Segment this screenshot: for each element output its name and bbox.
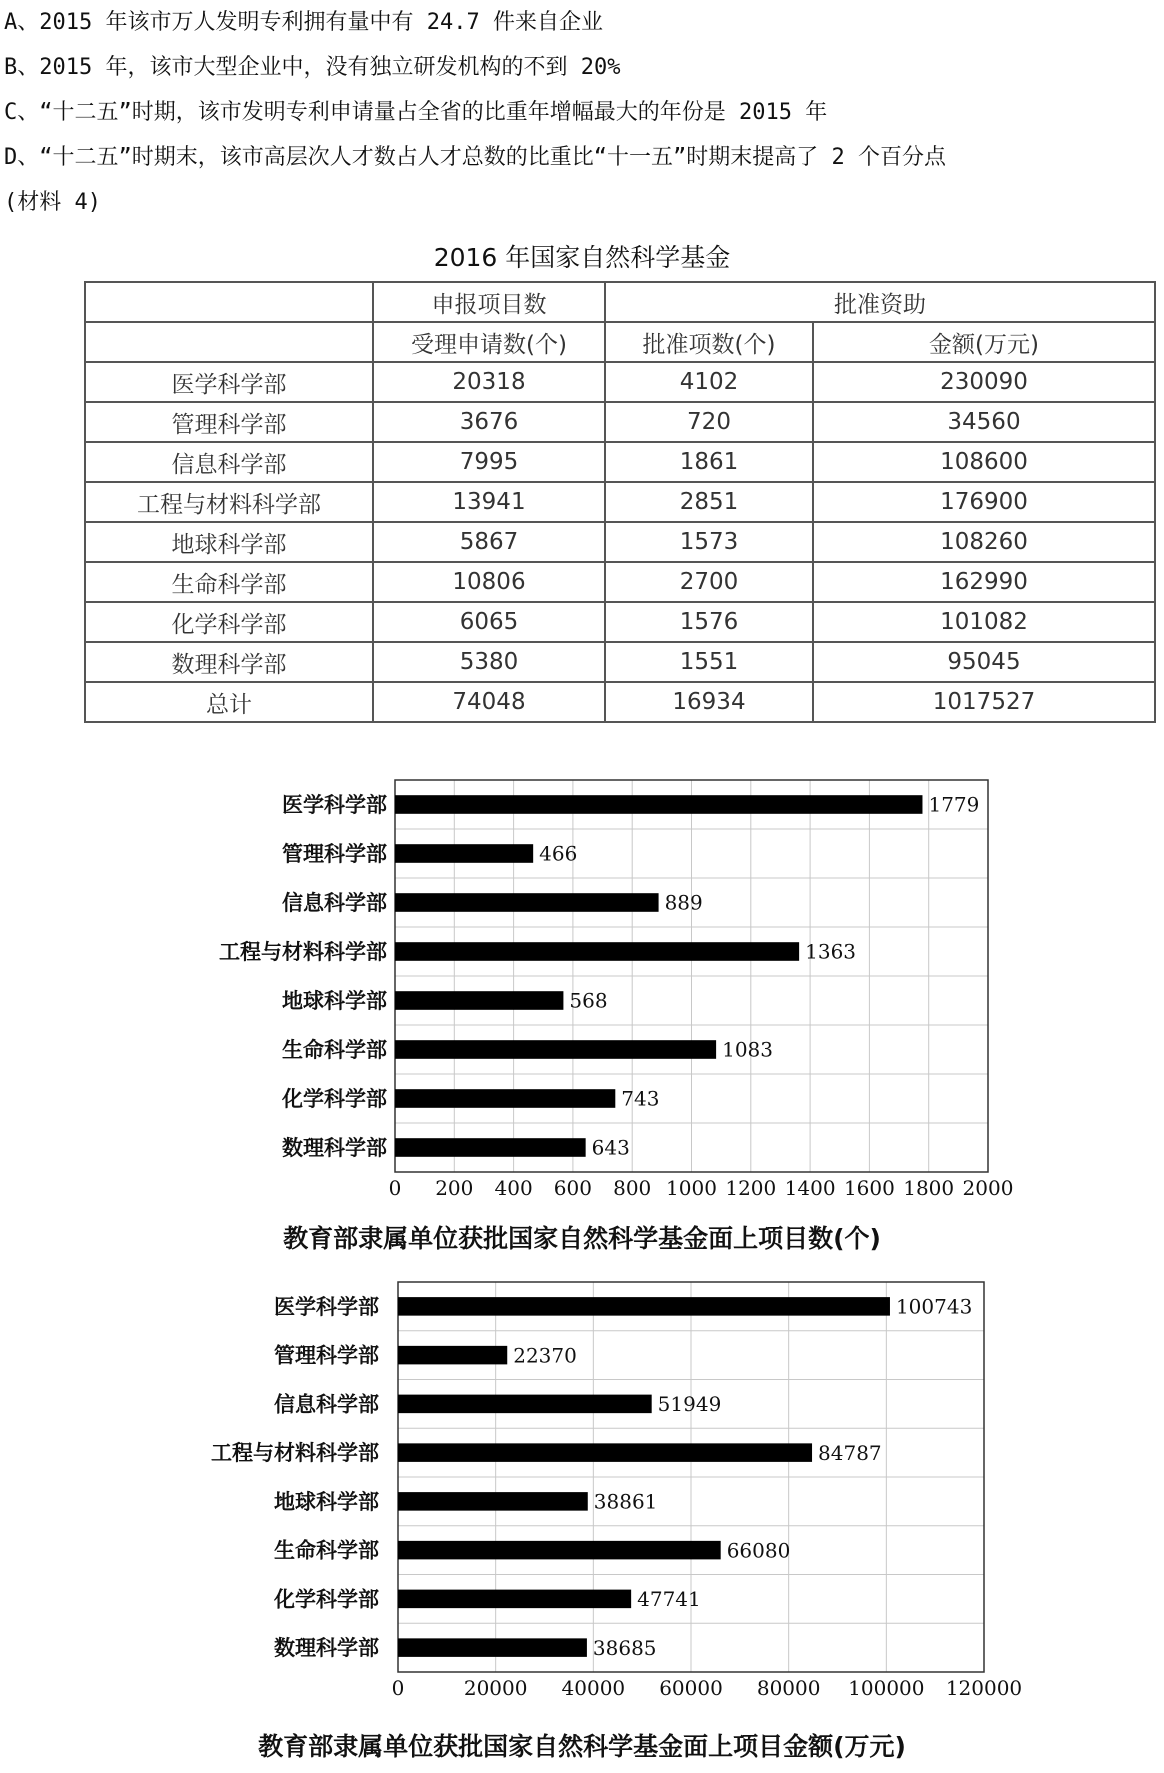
bar <box>395 1040 716 1059</box>
option-a: A、2015 年该市万人发明专利拥有量中有 24.7 件来自企业 <box>4 10 603 35</box>
table-cell: 1017527 <box>813 682 1155 722</box>
table-column-header: 金额(万元) <box>813 322 1155 362</box>
table-cell: 1573 <box>605 522 813 562</box>
tick-label: 40000 <box>561 1676 626 1700</box>
table-row-label: 医学科学部 <box>85 362 373 402</box>
tick-label: 20000 <box>463 1676 528 1700</box>
category-label: 工程与材料科学部 <box>219 939 387 965</box>
bar <box>398 1395 652 1414</box>
table-header-cell <box>85 322 373 362</box>
category-label: 医学科学部 <box>274 1293 379 1319</box>
table-cell: 1861 <box>605 442 813 482</box>
category-label: 地球科学部 <box>282 988 387 1014</box>
table-row <box>85 642 1155 682</box>
data-label: 100743 <box>895 1294 973 1319</box>
category-label: 信息科学部 <box>274 1391 379 1417</box>
data-label: 22370 <box>513 1343 577 1368</box>
table-row-label: 化学科学部 <box>85 602 373 642</box>
data-label: 38685 <box>592 1635 657 1660</box>
table-cell: 720 <box>605 402 813 442</box>
tick-label: 1000 <box>666 1176 717 1200</box>
table-row <box>85 442 1155 482</box>
tick-label: 2000 <box>962 1176 1014 1200</box>
table-column-header: 受理申请数(个) <box>373 322 605 362</box>
tick-label: 80000 <box>756 1676 821 1700</box>
table-row-label: 工程与材料科学部 <box>85 482 373 522</box>
data-label: 1083 <box>722 1037 774 1062</box>
funding-table <box>84 281 1156 723</box>
table-cell: 13941 <box>373 482 605 522</box>
category-label: 化学科学部 <box>274 1586 379 1612</box>
table-row-label: 数理科学部 <box>85 642 373 682</box>
table-row-label: 管理科学部 <box>85 402 373 442</box>
bar <box>398 1590 631 1609</box>
tick-label: 1600 <box>843 1176 895 1200</box>
question-options <box>4 0 1154 225</box>
option-b: B、2015 年，该市大型企业中，没有独立研发机构的不到 20% <box>4 55 621 80</box>
option-c: C、“十二五”时期，该市发明专利申请量占全省的比重年增幅最大的年份是 2015 年 <box>4 100 828 125</box>
tick-label: 1400 <box>784 1176 836 1200</box>
table-row <box>85 522 1155 562</box>
tick-label: 60000 <box>659 1676 723 1700</box>
bar <box>395 991 563 1010</box>
category-label: 信息科学部 <box>282 890 387 916</box>
table-row <box>85 362 1155 402</box>
tick-label: 100000 <box>848 1676 925 1700</box>
data-label: 51949 <box>657 1392 722 1417</box>
table-cell: 230090 <box>813 362 1155 402</box>
data-label: 84787 <box>818 1440 882 1465</box>
category-label: 管理科学部 <box>282 841 387 867</box>
bar <box>398 1638 587 1657</box>
table-cell: 108260 <box>813 522 1155 562</box>
tick-label: 200 <box>435 1176 474 1200</box>
data-label: 466 <box>539 841 578 866</box>
bar <box>395 795 922 814</box>
table-header-cell <box>85 282 373 322</box>
category-label: 工程与材料科学部 <box>211 1440 379 1466</box>
tick-label: 800 <box>613 1176 652 1200</box>
tick-label: 1800 <box>903 1176 955 1200</box>
table-column-header: 批准项数(个) <box>605 322 813 362</box>
data-label: 38861 <box>593 1489 658 1514</box>
bar <box>398 1297 890 1316</box>
table-header-row <box>85 282 1155 322</box>
table-cell: 108600 <box>813 442 1155 482</box>
table-subheader-row <box>85 322 1155 362</box>
tick-label: 0 <box>391 1676 405 1700</box>
category-label: 数理科学部 <box>274 1635 379 1661</box>
table-cell: 16934 <box>605 682 813 722</box>
bar <box>398 1443 812 1462</box>
table-cell: 5867 <box>373 522 605 562</box>
table-cell: 3676 <box>373 402 605 442</box>
category-label: 地球科学部 <box>274 1488 379 1514</box>
category-label: 医学科学部 <box>282 792 387 818</box>
table-cell: 20318 <box>373 362 605 402</box>
table-cell: 2851 <box>605 482 813 522</box>
data-label: 1363 <box>805 939 857 964</box>
tick-label: 120000 <box>945 1676 1023 1700</box>
tick-label: 0 <box>388 1176 402 1200</box>
amount-bar-chart <box>0 1260 1164 1773</box>
table-cell: 162990 <box>813 562 1155 602</box>
table-row <box>85 682 1155 722</box>
category-label: 生命科学部 <box>274 1537 379 1563</box>
data-label: 643 <box>591 1135 630 1160</box>
tick-label: 400 <box>494 1176 533 1200</box>
chart-title: 教育部隶属单位获批国家自然科学基金面上项目金额(万元) <box>258 1732 906 1761</box>
bar <box>398 1541 721 1560</box>
table-row-label: 地球科学部 <box>85 522 373 562</box>
category-label: 管理科学部 <box>274 1342 379 1368</box>
table-cell: 95045 <box>813 642 1155 682</box>
category-label: 化学科学部 <box>282 1086 387 1112</box>
table-row-label: 总计 <box>85 682 373 722</box>
data-label: 889 <box>664 890 703 915</box>
table-row <box>85 602 1155 642</box>
data-label: 743 <box>621 1086 660 1111</box>
table-cell: 6065 <box>373 602 605 642</box>
bar <box>398 1492 588 1511</box>
tick-label: 1200 <box>725 1176 777 1200</box>
bar <box>395 1138 586 1157</box>
table-row-label: 生命科学部 <box>85 562 373 602</box>
category-label: 生命科学部 <box>282 1037 387 1063</box>
bar <box>398 1346 507 1365</box>
table-cell: 10806 <box>373 562 605 602</box>
table-row-label: 信息科学部 <box>85 442 373 482</box>
tick-label: 600 <box>553 1176 592 1200</box>
data-label: 568 <box>569 988 608 1013</box>
option-d: D、“十二五”时期末，该市高层次人才数占人才总数的比重比“十一五”时期末提高了 2 个百分点 <box>4 145 946 170</box>
chart-title: 教育部隶属单位获批国家自然科学基金面上项目数(个) <box>283 1224 881 1253</box>
data-label: 66080 <box>726 1538 791 1563</box>
data-label: 1779 <box>928 792 980 817</box>
table-cell: 176900 <box>813 482 1155 522</box>
bar <box>395 1089 615 1108</box>
table-cell: 2700 <box>605 562 813 602</box>
table-row <box>85 402 1155 442</box>
projects-bar-chart <box>0 760 1164 1260</box>
data-label: 47741 <box>637 1587 701 1612</box>
bar <box>395 893 659 912</box>
bar <box>395 844 533 863</box>
table-cell: 4102 <box>605 362 813 402</box>
table-cell: 7995 <box>373 442 605 482</box>
table-cell: 101082 <box>813 602 1155 642</box>
bar <box>395 942 799 961</box>
table-cell: 5380 <box>373 642 605 682</box>
table-cell: 1576 <box>605 602 813 642</box>
category-label: 数理科学部 <box>282 1135 387 1161</box>
table-row <box>85 482 1155 522</box>
table-header-group: 批准资助 <box>605 282 1155 322</box>
table-cell: 74048 <box>373 682 605 722</box>
table-row <box>85 562 1155 602</box>
material-label: (材料 4) <box>4 190 101 215</box>
table-header-group: 申报项目数 <box>373 282 605 322</box>
table-cell: 34560 <box>813 402 1155 442</box>
table-cell: 1551 <box>605 642 813 682</box>
table-title: 2016 年国家自然科学基金 <box>433 243 731 272</box>
